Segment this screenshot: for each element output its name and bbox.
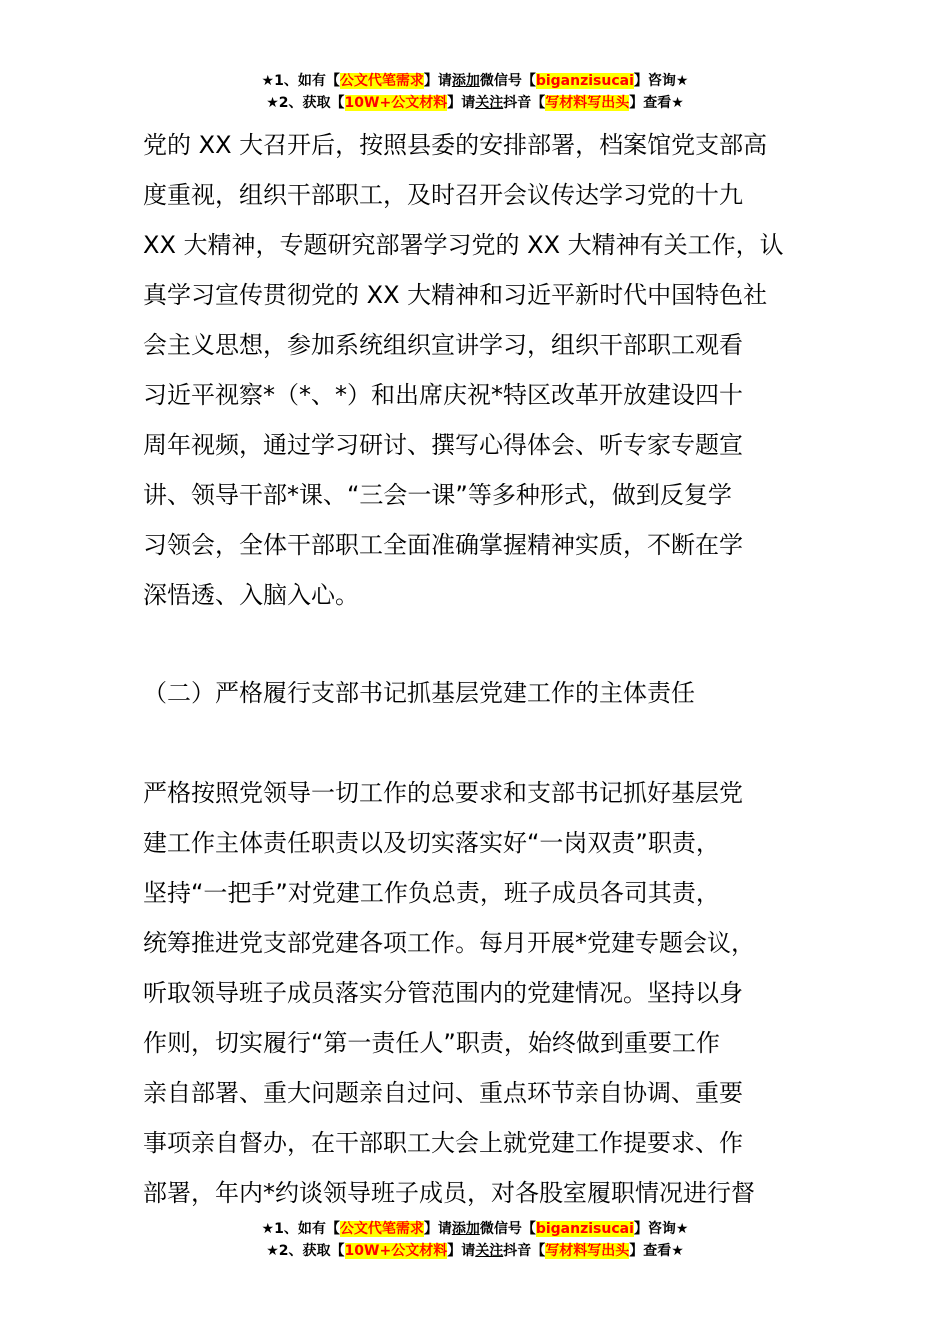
banner-line-2 <box>0 1240 950 1262</box>
text-line: 建工作主体责任职责以及切实落实好“一岗双责”职责， <box>143 829 720 857</box>
text-line: 亲自部署、重大问题亲自过问、重点环节亲自协调、重要 <box>143 1079 743 1107</box>
banner-line-2 <box>0 92 950 114</box>
text-line: XX 大精神，专题研究部署学习党的 XX 大精神有关工作，认 <box>143 231 784 259</box>
star-icon: ★ <box>266 95 279 111</box>
text-line: 会主义思想，参加系统组织宣讲学习，组织干部职工观看 <box>143 331 743 359</box>
text-line: 深悟透、入脑入心。 <box>143 581 359 609</box>
underlined-text: 关注 <box>475 1243 504 1259</box>
banner-text: 2、获取【 <box>278 95 345 111</box>
star-icon: ★ <box>266 1243 279 1259</box>
banner-text: 】请 <box>447 95 476 111</box>
banner-text: 1、如有【 <box>274 73 340 89</box>
text-line: 习领会，全体干部职工全面准确掌握精神实质，不断在学 <box>143 531 743 559</box>
banner-text: 】请 <box>423 1221 452 1237</box>
text-line: 统筹推进党支部党建各项工作。每月开展*党建专题会议， <box>143 929 755 957</box>
body-paragraph-1 <box>143 120 808 620</box>
banner-line-1 <box>0 1218 950 1240</box>
star-icon: ★ <box>671 95 684 111</box>
highlight-text: 公文代笔需求 <box>339 1221 424 1237</box>
banner-text: 】查看 <box>629 95 672 111</box>
text-line: 习近平视察*（*、*）和出席庆祝*特区改革开放建设四十 <box>143 381 743 409</box>
star-icon: ★ <box>675 1221 689 1237</box>
text-line: 听取领导班子成员落实分管范围内的党建情况。坚持以身 <box>143 979 743 1007</box>
wechat-id: biganzisucai <box>535 73 634 89</box>
text-line: 周年视频，通过学习研讨、撰写心得体会、听专家专题宣 <box>143 431 743 459</box>
bottom-banner <box>0 1218 950 1262</box>
text-line: 讲、领导干部*课、“三会一课”等多种形式，做到反复学 <box>143 481 732 509</box>
banner-text: 抖音【 <box>503 1243 546 1259</box>
star-icon: ★ <box>261 1221 275 1237</box>
text-line: 坚持“一把手”对党建工作负总责，班子成员各司其责， <box>143 879 720 907</box>
text-line: 严格按照党领导一切工作的总要求和支部书记抓好基层党 <box>143 779 743 807</box>
text-line: 作则，切实履行“第一责任人”职责，始终做到重要工作 <box>143 1029 720 1057</box>
douyin-account: 写材料写出头 <box>545 95 630 111</box>
highlight-text: 公文代笔需求 <box>339 73 424 89</box>
banner-text: 】请 <box>423 73 452 89</box>
banner-text: 抖音【 <box>503 95 546 111</box>
underlined-text: 添加 <box>451 1221 480 1237</box>
text-line: 事项亲自督办，在干部职工大会上就党建工作提要求、作 <box>143 1129 743 1157</box>
text-line: 部署，年内*约谈领导班子成员，对各股室履职情况进行督 <box>143 1179 755 1207</box>
top-banner <box>0 70 950 114</box>
star-icon: ★ <box>261 73 275 89</box>
wechat-id: biganzisucai <box>535 1221 634 1237</box>
text-line: 真学习宣传贯彻党的 XX 大精神和习近平新时代中国特色社 <box>143 281 768 309</box>
star-icon: ★ <box>671 1243 684 1259</box>
banner-text: 微信号【 <box>479 1221 536 1237</box>
banner-text: 】查看 <box>629 1243 672 1259</box>
banner-text: 2、获取【 <box>278 1243 345 1259</box>
star-icon: ★ <box>675 73 689 89</box>
banner-text: 】请 <box>447 1243 476 1259</box>
section-heading <box>143 668 808 718</box>
banner-text: 】咨询 <box>633 73 676 89</box>
banner-text: 】咨询 <box>633 1221 676 1237</box>
highlight-text: 10W+公文材料 <box>344 95 448 111</box>
banner-text: 1、如有【 <box>274 1221 340 1237</box>
text-line: 度重视，组织干部职工，及时召开会议传达学习党的十九 <box>143 181 743 209</box>
heading-text: （二）严格履行支部书记抓基层党建工作的主体责任 <box>143 679 695 707</box>
underlined-text: 关注 <box>475 95 504 111</box>
douyin-account: 写材料写出头 <box>545 1243 630 1259</box>
body-paragraph-2 <box>143 768 808 1218</box>
text-line: 党的 XX 大召开后，按照县委的安排部署，档案馆党支部高 <box>143 131 768 159</box>
highlight-text: 10W+公文材料 <box>344 1243 448 1259</box>
underlined-text: 添加 <box>451 73 480 89</box>
banner-line-1 <box>0 70 950 92</box>
banner-text: 微信号【 <box>479 73 536 89</box>
